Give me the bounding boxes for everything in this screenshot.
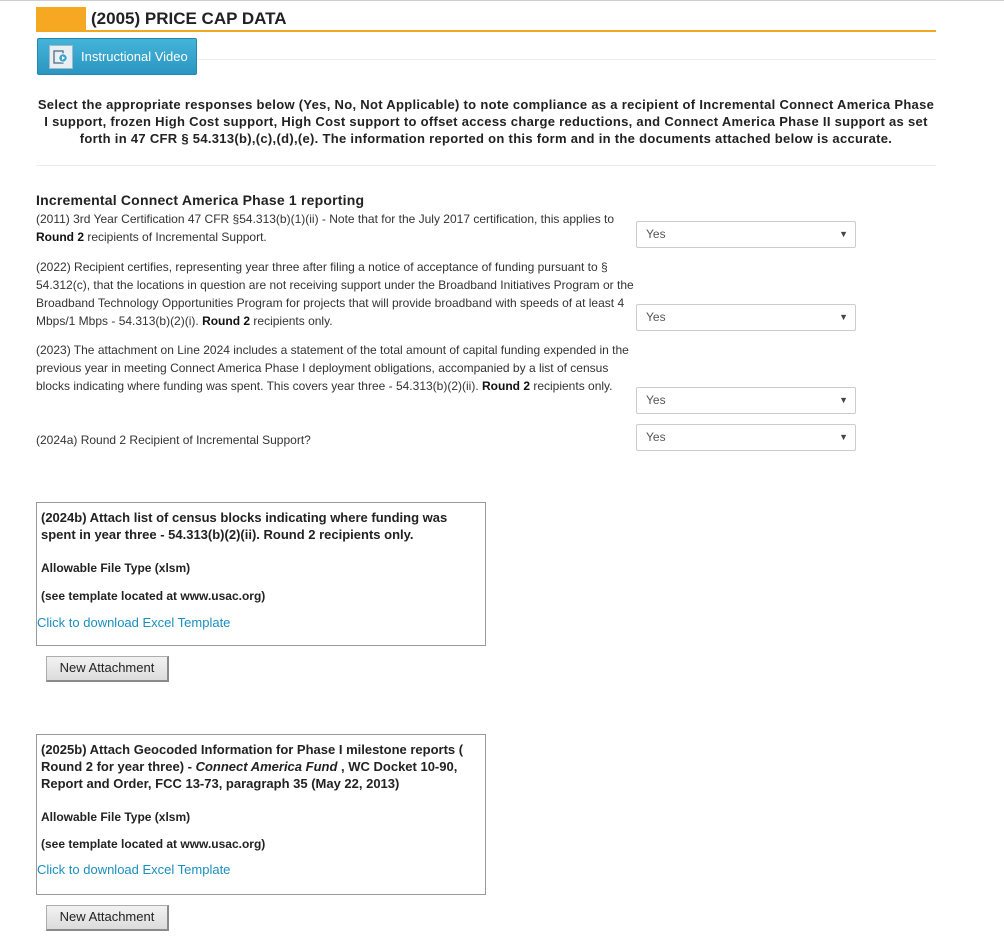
chevron-down-icon: ▼ — [839, 432, 848, 442]
instructional-video-label: Instructional Video — [81, 49, 188, 64]
intro-instructions: Select the appropriate responses below (Yes, No, Not Applicable) to note compliance as a recipient of Incremental Connect America Phase I support, frozen High Cost support, High Cost support to offset access charge reductions, and Connect America Phase II support as set forth in 47 CFR § 54.313(b),(c),(d),(e). The information reported on this form and in the documents attached below is accurate. — [37, 97, 935, 146]
divider — [36, 165, 936, 166]
download-template-link[interactable]: Click to download Excel Template — [37, 862, 231, 877]
new-attachment-button[interactable]: New Attachment — [46, 656, 169, 682]
question-2023: (2023) The attachment on Line 2024 includes a statement of the total amount of capital funding expended in the previous year in meeting Connect America Phase I deployment obligations, accompanied by a list of census blocks indicating where funding was spent. This covers year three - 54.313(b)(2)(ii). Round 2 recipients only. — [36, 343, 629, 393]
question-2022: (2022) Recipient certifies, representing year three after filing a notice of acceptance of funding pursuant to § 54.312(c), that the locations in question are not receiving support under the Broadband Initiatives Program or the Broadband Technology Opportunities Program for projects that will provide broadband with speeds of at least 4 Mbps/1 Mbps - 54.313(b)(2)(i). Round 2 recipients only. — [36, 260, 634, 328]
select-2022[interactable]: Yes ▼ — [636, 304, 856, 331]
video-icon — [49, 45, 73, 69]
question-2011: (2011) 3rd Year Certification 47 CFR §54.313(b)(1)(ii) - Note that for the July 2017 certification, this applies to Round 2 recipients of Incremental Support. — [36, 212, 615, 244]
divider — [198, 59, 936, 60]
attachment-title: (2025b) Attach Geocoded Information for Phase I milestone reports ( Round 2 for year three) - Connect America Fund , WC Docket 10-90, Report and Order, FCC 13-73, paragraph 35 (May 22, 2013) — [41, 742, 464, 791]
page-title: (2005) PRICE CAP DATA — [91, 9, 287, 28]
section-title: Incremental Connect America Phase 1 reporting — [36, 192, 365, 208]
file-type-note: Allowable File Type (xlsm) — [41, 561, 191, 575]
instructional-video-button[interactable] — [37, 38, 197, 75]
header-underline — [36, 30, 936, 32]
chevron-down-icon: ▼ — [839, 395, 848, 405]
header-accent-block — [36, 7, 86, 30]
attachment-box-2024b — [36, 502, 486, 646]
chevron-down-icon: ▼ — [839, 312, 848, 322]
template-note: (see template located at www.usac.org) — [41, 837, 266, 851]
file-type-note: Allowable File Type (xlsm) — [41, 810, 191, 824]
attachment-box-2025b — [36, 734, 486, 895]
question-2024a: (2024a) Round 2 Recipient of Incremental Support? — [36, 433, 311, 447]
chevron-down-icon: ▼ — [839, 229, 848, 239]
download-template-link[interactable]: Click to download Excel Template — [37, 615, 231, 630]
template-note: (see template located at www.usac.org) — [41, 589, 266, 603]
select-2023[interactable]: Yes ▼ — [636, 387, 856, 414]
new-attachment-button[interactable]: New Attachment — [46, 905, 169, 931]
select-2024a[interactable]: Yes ▼ — [636, 424, 856, 451]
select-2011[interactable]: Yes ▼ — [636, 221, 856, 248]
attachment-title: (2024b) Attach list of census blocks indicating where funding was spent in year three - 54.313(b)(2)(ii). Round 2 recipients only. — [41, 510, 448, 542]
